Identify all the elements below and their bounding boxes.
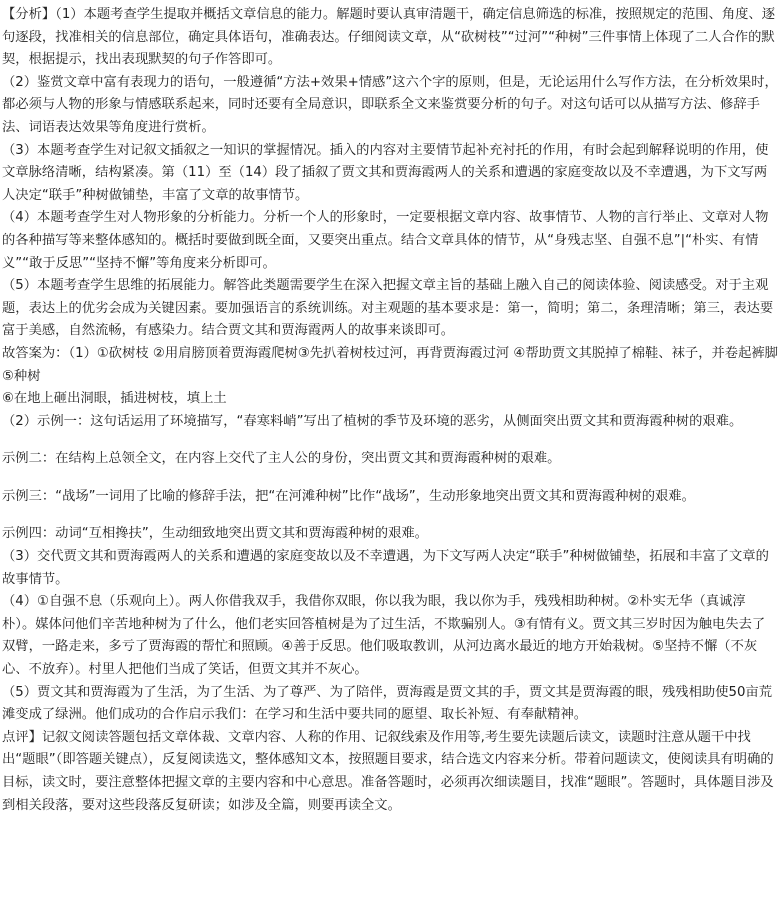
analysis-item-4: （4）本题考查学生对人物形象的分析能力。分析一个人的形象时，一定要根据文章内容、故事情节、人物的言行举止、文章对人物的各种描写等来整体感知的。概括时要做到既全面，又要突出重点。结合文章具体的情节，从“身残志坚、自强不息”|“朴实、有情义”“敢于反思”“坚持不懈”等角度来分析即可。 <box>2 210 769 271</box>
analysis-text-1: （1）本题考查学生提取并概括文章信息的能力。解题时要认真审清题干，确定信息筛选的标准，按照规定的范围、角度、逐句逐段，找准相关的信息部位，确定具体语句，准确表达。仔细阅读文章，从“砍树枝”“过河”“种树”三件事情上体现了二人合作的默契，根据提示，找出表现默契的句子作答即可。 <box>2 7 776 68</box>
answer-q4: （4）①自强不息（乐观向上）。两人你借我双手，我借你双眼，你以我为眼，我以你为手，残残相助种树。②朴实无华（真诚淳朴）。媒体问他们辛苦地种树为了什么，他们老实回答植树是为了过生活，不欺骗别人。③有情有义。贾文其三岁时因为触电失去了双臂，一路走来，多亏了贾海霞的帮忙和照顾。④善于反思。他们吸取教训，从河边离水最近的地方开始栽树。⑤坚持不懈（不灰心、不放弃）。村里人把他们当成了笑话，但贾文其并不灰心。 <box>2 594 766 678</box>
answer-q2-example-4: 示例四：动词“互相搀扶”，生动细致地突出贾文其和贾海霞种树的艰难。 <box>2 526 428 542</box>
comment <box>2 727 778 817</box>
comment-tag: 点评】 <box>2 729 42 745</box>
answer-q2-example-1: （2）示例一：这句话运用了环境描写，“春寒料峭”写出了植树的季节及环境的恶劣，从侧面突出贾文其和贾海霞种树的艰难。 <box>2 413 743 429</box>
spacer <box>2 508 778 523</box>
answer-q1-line-1: 故答案为：（1）①砍树枝 ②用肩膀顶着贾海霞爬树③先扒着树枝过河，再背贾海霞过河 ④帮助贾文其脱掉了棉鞋、袜子，并卷起裤脚⑤种树 <box>2 345 778 384</box>
analysis-item-3: （3）本题考查学生对记叙文插叙之一知识的掌握情况。插入的内容对主要情节起补充衬托的作用，有时会起到解释说明的作用，使文章脉络清晰，结构紧凑。第（11）至（14）段了插叙了贾文其和贾海霞两人的关系和遭遇的家庭变故以及不幸遭遇，为下文写两人决定“联手”种树做铺垫，丰富了文章的故事情节。 <box>2 142 769 203</box>
comment-text: 记叙文阅读答题包括文章体裁、文章内容、人称的作用、记叙线索及作用等,考生要先读题后读文，读题时注意从题干中找出“题眼”（即答题关键点），反复阅读选文，整体感知文本，按照题目要求，结合选文内容来分析。带着问题读文，使阅读具有明确的目标，读文时，要注意整体把握文章的主要内容和中心意思。准备答题时，必须再次细读题目，找准“题眼”。答题时，具体题目涉及到相关段落，要对这些段落反复研读；如涉及全篇，则要再读全文。 <box>2 729 774 813</box>
answer-q2-example-2: 示例二：在结构上总领全文，在内容上交代了主人公的身份，突出贾文其和贾海霞种树的艰难。 <box>2 451 561 467</box>
answer-q3: （3）交代贾文其和贾海霞两人的关系和遭遇的家庭变故以及不幸遭遇，为下文写两人决定“联手”种树做铺垫，拓展和丰富了文章的故事情节。 <box>2 549 769 587</box>
analysis-item-1 <box>2 4 778 72</box>
answer-q5: （5）贾文其和贾海霞为了生活，为了生活、为了尊严、为了陪伴，贾海霞是贾文其的手，贾文其是贾海霞的眼，残残相助使50亩荒滩变成了绿洲。他们成功的合作启示我们：在学习和生活中要共同的愿望、取长补短、有奉献精神。 <box>2 684 773 723</box>
analysis-item-2: （2）鉴赏文章中富有表现力的语句，一般遵循“方法+效果+情感”这六个字的原则，但是，无论运用什么写作方法，在分析效果时，都必须与人物的形象与情感联系起来，同时还要有全局意识，即联系全文来鉴赏要分析的句子。对这句话可以从描写方法、修辞手法、词语表达效果等角度进行赏析。 <box>2 74 778 135</box>
analysis-item-5: （5）本题考查学生思维的拓展能力。解答此类题需要学生在深入把握文章主旨的基础上融入自己的阅读体验、阅读感受。对于主观题，表达上的优劣会成为关键因素。要加强语言的系统训练。对主观题的基本要求是：第一，简明；第二，条理清晰；第三，表达要富于美感，自然流畅，有感染力。结合贾文其和贾海霞两人的故事来谈即可。 <box>2 278 774 339</box>
answer-q1-line-2: ⑥在地上砸出洞眼，插进树枝，填上土 <box>2 391 227 407</box>
spacer <box>2 471 778 486</box>
spacer <box>2 433 778 448</box>
answer-q2-example-3: 示例三：“战场”一词用了比喻的修辞手法，把“在河滩种树”比作“战场”，生动形象地突出贾文其和贾海霞种树的艰难。 <box>2 488 695 504</box>
analysis-tag: 【分析】 <box>2 7 56 22</box>
